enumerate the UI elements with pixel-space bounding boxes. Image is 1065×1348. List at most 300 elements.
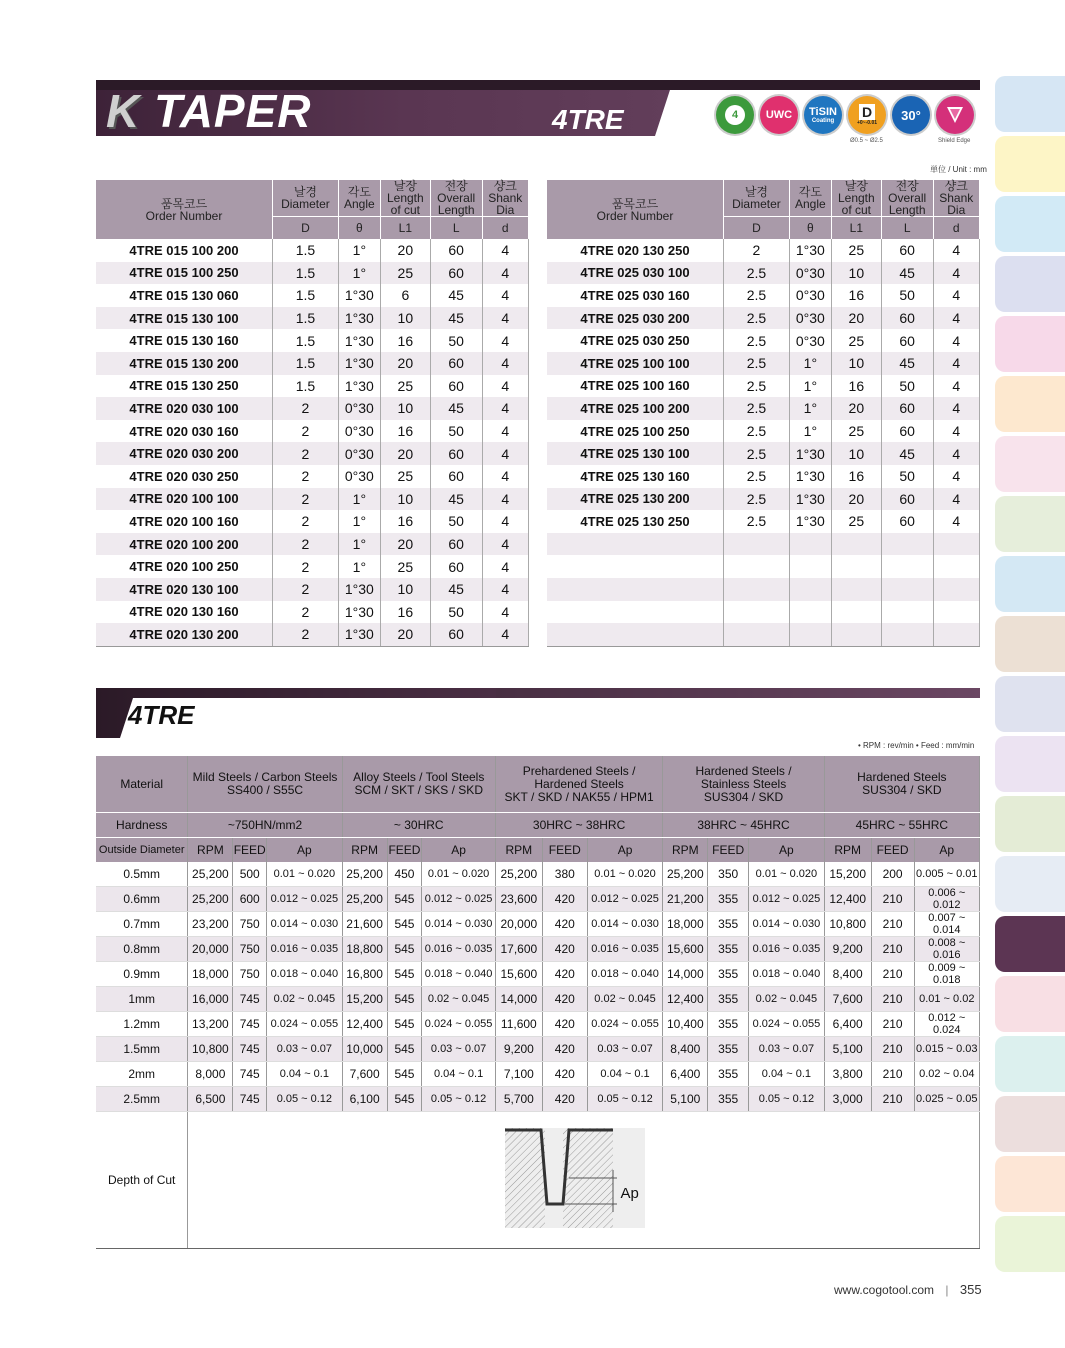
loc-header — [380, 180, 430, 217]
spec-value: 2.5 — [724, 397, 790, 420]
spec-value: 2 — [273, 533, 339, 556]
spec-value — [789, 533, 831, 556]
spec-row — [547, 420, 980, 443]
cutting-value: 25,200 — [342, 862, 387, 887]
spec-value — [789, 578, 831, 601]
spec-value: 0°30 — [789, 329, 831, 352]
order-number: 4TRE 025 130 100 — [547, 442, 724, 465]
spec-value: 1° — [338, 533, 380, 556]
spec-value: 4 — [482, 442, 528, 465]
spec-value: 4 — [933, 239, 979, 262]
outside-diameter: 0.7mm — [96, 912, 188, 937]
spec-value: 4 — [482, 555, 528, 578]
cutting-value: 745 — [233, 1037, 267, 1062]
material-line: SS400 / S55C — [227, 783, 304, 797]
k-letter: K — [106, 85, 141, 137]
spec-header-row — [547, 180, 980, 217]
spec-value: 1°30 — [338, 578, 380, 601]
feed-header: FEED — [542, 838, 587, 863]
spec-value: 2.5 — [724, 352, 790, 375]
order-number: 4TRE 015 130 100 — [96, 307, 273, 330]
rpm-header: RPM — [342, 838, 387, 863]
spec-value: 2 — [724, 239, 790, 262]
cutting-value: 18,800 — [342, 937, 387, 962]
side-tab[interactable] — [995, 76, 1065, 132]
cutting-value: 0.009 ~ 0.018 — [914, 962, 979, 987]
spec-row — [547, 601, 980, 624]
cutting-value: 380 — [542, 862, 587, 887]
cutting-value: 0.005 ~ 0.01 — [914, 862, 979, 887]
spec-value: 50 — [881, 284, 933, 307]
material-line: Alloy Steels / Tool Steels — [353, 770, 485, 784]
cutting-value: 0.018 ~ 0.040 — [267, 962, 343, 987]
loc-header-line: of cut — [390, 203, 421, 217]
spec-value: 1°30 — [789, 488, 831, 511]
spec-value: 50 — [430, 601, 482, 624]
spec-value: 50 — [881, 465, 933, 488]
spec-value: 45 — [430, 284, 482, 307]
cutting-value: 16,800 — [342, 962, 387, 987]
spec-value: 60 — [881, 397, 933, 420]
oal-header-line: 전장 — [895, 179, 919, 193]
spec-value: 1.5 — [273, 307, 339, 330]
oal-header — [430, 180, 482, 217]
angle-header — [338, 180, 380, 217]
column-header-row — [96, 838, 980, 863]
spec-value: 20 — [380, 239, 430, 262]
spec-value: 2 — [273, 465, 339, 488]
diameter-range: Ø0.5 ~ Ø2.5 — [850, 138, 883, 144]
spec-value — [724, 601, 790, 624]
helix-label: 30° — [901, 107, 921, 123]
ap-diagram-label: Ap — [620, 1185, 639, 1202]
spec-value: 1° — [338, 239, 380, 262]
spec-value: 0°30 — [338, 420, 380, 443]
cutting-value: 7,600 — [342, 1062, 387, 1087]
order-number: 4TRE 025 130 250 — [547, 510, 724, 533]
symbol-header: L1 — [380, 217, 430, 240]
order-number: 4TRE 015 100 250 — [96, 262, 273, 285]
cutting-value: 25,200 — [188, 862, 233, 887]
symbol-header: θ — [338, 217, 380, 240]
material-label: Material — [96, 756, 188, 813]
spec-value — [881, 533, 933, 556]
cutting-value: 0.006 ~ 0.012 — [914, 887, 979, 912]
spec-value: 2 — [273, 420, 339, 443]
order-number: 4TRE 020 130 200 — [96, 623, 273, 646]
cutting-value: 0.02 ~ 0.04 — [914, 1062, 979, 1087]
side-tab[interactable] — [995, 1036, 1065, 1092]
spec-value: 20 — [380, 533, 430, 556]
spec-value — [831, 555, 881, 578]
material-header — [342, 756, 495, 813]
spec-value: 60 — [430, 442, 482, 465]
cutting-conditions-table — [96, 756, 980, 1249]
material-line: Hardened Steels / — [695, 763, 792, 778]
spec-row — [547, 284, 980, 307]
spec-value — [789, 601, 831, 624]
spec-value: 1° — [338, 488, 380, 511]
cutting-row — [96, 912, 980, 937]
order-number: 4TRE 020 100 160 — [96, 510, 273, 533]
cutting-value: 8,400 — [824, 962, 871, 987]
spec-value: 60 — [430, 533, 482, 556]
side-tab[interactable] — [995, 436, 1065, 492]
cutting-value: 5,700 — [495, 1087, 542, 1112]
side-tab[interactable] — [995, 976, 1065, 1032]
cutting-value: 355 — [708, 962, 749, 987]
side-tab[interactable] — [995, 616, 1065, 672]
order-number — [547, 533, 724, 556]
spec-row — [547, 533, 980, 556]
cutting-value: 15,600 — [495, 962, 542, 987]
spec-value: 4 — [482, 601, 528, 624]
spec-value: 0°30 — [789, 262, 831, 285]
spec-row — [96, 488, 529, 511]
cutting-value: 420 — [542, 987, 587, 1012]
cutting-value: 21,600 — [342, 912, 387, 937]
spec-value — [933, 578, 979, 601]
cutting-value: 0.014 ~ 0.030 — [267, 912, 343, 937]
spec-value: 2 — [273, 623, 339, 646]
cutting-value: 12,400 — [342, 1012, 387, 1037]
order-number: 4TRE 020 030 160 — [96, 420, 273, 443]
shield-edge-label: Shield Edge — [938, 138, 971, 144]
cutting-value: 3,000 — [824, 1087, 871, 1112]
ap-header: Ap — [422, 838, 496, 863]
ap-header: Ap — [267, 838, 343, 863]
spec-row — [96, 533, 529, 556]
spec-value — [789, 555, 831, 578]
cutting-value: 6,400 — [824, 1012, 871, 1037]
spec-value: 2 — [273, 555, 339, 578]
cutting-value: 545 — [387, 1087, 422, 1112]
spec-value — [881, 601, 933, 624]
coating-label: Coating — [811, 118, 835, 124]
feed-header: FEED — [708, 838, 749, 863]
cutting-value: 750 — [233, 912, 267, 937]
cutting-value: 545 — [387, 1012, 422, 1037]
cutting-value: 0.014 ~ 0.030 — [587, 912, 663, 937]
spec-value: 45 — [430, 578, 482, 601]
spec-value: 1.5 — [273, 375, 339, 398]
spec-value: 60 — [430, 375, 482, 398]
cutting-value: 25,200 — [188, 887, 233, 912]
spec-row — [547, 623, 980, 646]
spec-value: 10 — [380, 307, 430, 330]
spec-value: 16 — [380, 420, 430, 443]
cutting-value: 18,000 — [188, 962, 233, 987]
spec-value: 60 — [430, 239, 482, 262]
spec-value: 4 — [482, 578, 528, 601]
cutting-value: 0.014 ~ 0.030 — [749, 912, 825, 937]
spec-value: 4 — [933, 284, 979, 307]
symbol-header: θ — [789, 217, 831, 240]
cutting-value: 0.018 ~ 0.040 — [422, 962, 496, 987]
depth-of-cut-label: Depth of Cut — [96, 1112, 188, 1249]
flute-count-icon — [716, 96, 754, 134]
side-tab[interactable] — [995, 136, 1065, 192]
spec-value: 20 — [380, 442, 430, 465]
cutting-value: 0.02 ~ 0.045 — [749, 987, 825, 1012]
side-tab[interactable] — [995, 1216, 1065, 1272]
spec-value: 1° — [789, 375, 831, 398]
spec-value: 4 — [482, 239, 528, 262]
spec-value — [881, 623, 933, 646]
spec-value: 2 — [273, 578, 339, 601]
cutting-value: 0.05 ~ 0.12 — [422, 1087, 496, 1112]
material-line: SUS304 / SKD — [703, 789, 784, 804]
cutting-row — [96, 862, 980, 887]
oal-header — [881, 180, 933, 217]
outside-diameter: 0.8mm — [96, 937, 188, 962]
hardness-value: 45HRC ~ 55HRC — [824, 813, 979, 838]
cutting-row — [96, 987, 980, 1012]
spec-value: 25 — [380, 555, 430, 578]
cutting-value: 745 — [233, 1087, 267, 1112]
cutting-value: 0.02 ~ 0.045 — [267, 987, 343, 1012]
cutting-value: 420 — [542, 1062, 587, 1087]
spec-value: 10 — [831, 352, 881, 375]
footer — [834, 1282, 982, 1297]
side-tab[interactable] — [995, 316, 1065, 372]
spec-value: 1° — [789, 397, 831, 420]
symbol-header: D — [273, 217, 339, 240]
spec-value: 2 — [273, 601, 339, 624]
material-line: Mild Steels / Carbon Steels — [192, 770, 338, 784]
spec-value — [933, 601, 979, 624]
spec-table-left — [96, 180, 529, 647]
spec-value: 60 — [430, 623, 482, 646]
cutting-value: 0.018 ~ 0.040 — [749, 962, 825, 987]
footer-url[interactable]: www.cogotool.com — [834, 1283, 935, 1297]
side-tab[interactable] — [995, 556, 1065, 612]
side-tab[interactable] — [995, 676, 1065, 732]
hardness-value: ~ 30HRC — [342, 813, 495, 838]
series-name: 4TRE — [552, 104, 624, 135]
shank-header — [933, 180, 979, 217]
spec-value: 25 — [831, 420, 881, 443]
spec-value: 25 — [380, 262, 430, 285]
spec-value: 25 — [380, 465, 430, 488]
cutting-value: 210 — [871, 1062, 914, 1087]
side-tab[interactable] — [995, 376, 1065, 432]
spec-value — [724, 578, 790, 601]
spec-value — [831, 623, 881, 646]
cutting-value: 6,100 — [342, 1087, 387, 1112]
spec-value: 1°30 — [338, 623, 380, 646]
spec-row — [96, 239, 529, 262]
spec-row — [96, 420, 529, 443]
tolerance-d-label: D — [859, 104, 875, 120]
spec-row — [96, 352, 529, 375]
hardness-row — [96, 813, 980, 838]
spec-value: 60 — [881, 510, 933, 533]
spec-value: 60 — [430, 262, 482, 285]
side-tab[interactable] — [995, 256, 1065, 312]
spec-value: 4 — [482, 352, 528, 375]
angle-header — [789, 180, 831, 217]
cutting-value: 9,200 — [495, 1037, 542, 1062]
order-en: Order Number — [596, 208, 674, 223]
side-tab[interactable] — [995, 796, 1065, 852]
tisin-coating-icon — [804, 96, 842, 134]
shank-header-line: 샹크 — [944, 179, 968, 193]
unit-label: 単位 / Unit : mm — [930, 165, 987, 174]
spec-value: 16 — [380, 329, 430, 352]
order-number: 4TRE 020 100 100 — [96, 488, 273, 511]
cutting-value: 6,500 — [188, 1087, 233, 1112]
order-number: 4TRE 025 130 200 — [547, 488, 724, 511]
spec-value: 4 — [933, 510, 979, 533]
spec-value — [724, 533, 790, 556]
flute-count-label: 4 — [725, 105, 745, 125]
spec-value: 1°30 — [789, 442, 831, 465]
side-tab[interactable] — [995, 736, 1065, 792]
cutting-value: 10,400 — [663, 1012, 708, 1037]
spec-value: 20 — [831, 307, 881, 330]
loc-header-line: 날장 — [844, 179, 868, 193]
oal-header-line: Length — [437, 203, 475, 217]
cutting-value: 17,600 — [495, 937, 542, 962]
spec-value: 1° — [789, 420, 831, 443]
cutting-value: 420 — [542, 1037, 587, 1062]
cutting-value: 5,100 — [824, 1037, 871, 1062]
cutting-value: 545 — [387, 962, 422, 987]
cutting-value: 355 — [708, 937, 749, 962]
spec-row — [547, 488, 980, 511]
cutting-value: 355 — [708, 987, 749, 1012]
cutting-value: 745 — [233, 1062, 267, 1087]
cutting-value: 210 — [871, 887, 914, 912]
cutting-value: 210 — [871, 987, 914, 1012]
side-tab[interactable] — [995, 1096, 1065, 1152]
outside-diameter: 0.9mm — [96, 962, 188, 987]
spec-value: 4 — [933, 488, 979, 511]
spec-row — [547, 442, 980, 465]
shank-header — [482, 180, 528, 217]
cutting-value: 10,800 — [824, 912, 871, 937]
order-number: 4TRE 020 130 160 — [96, 601, 273, 624]
cutting-value: 210 — [871, 912, 914, 937]
spec-value: 45 — [430, 397, 482, 420]
angle-header-line: Angle — [344, 197, 375, 211]
spec-row — [96, 578, 529, 601]
material-line: SKT / SKD / NAK55 / HPM1 — [504, 789, 654, 804]
side-tab[interactable] — [995, 1156, 1065, 1212]
order-number — [547, 578, 724, 601]
spec-value: 4 — [933, 329, 979, 352]
cutting-value: 7,100 — [495, 1062, 542, 1087]
spec-value: 2.5 — [724, 442, 790, 465]
cutting-value: 7,600 — [824, 987, 871, 1012]
spec-value: 0°30 — [338, 397, 380, 420]
cutting-value: 0.024 ~ 0.055 — [587, 1012, 663, 1037]
spec-value — [831, 533, 881, 556]
order-number: 4TRE 015 130 250 — [96, 375, 273, 398]
order-number: 4TRE 025 030 160 — [547, 284, 724, 307]
rpm-header: RPM — [495, 838, 542, 863]
cutting-value: 0.04 ~ 0.1 — [749, 1062, 825, 1087]
spec-row — [547, 397, 980, 420]
spec-value: 1°30 — [338, 352, 380, 375]
spec-value: 60 — [430, 555, 482, 578]
spec-value: 2.5 — [724, 420, 790, 443]
spec-value: 1°30 — [338, 601, 380, 624]
spec-value: 2.5 — [724, 262, 790, 285]
cutting-value: 0.03 ~ 0.07 — [749, 1037, 825, 1062]
spec-row — [547, 510, 980, 533]
order-en: Order Number — [145, 208, 223, 223]
side-tab[interactable] — [995, 496, 1065, 552]
spec-value: 16 — [831, 375, 881, 398]
ap-header: Ap — [914, 838, 979, 863]
spec-row — [547, 555, 980, 578]
spec-value: 1.5 — [273, 329, 339, 352]
spec-value: 45 — [430, 488, 482, 511]
spec-value — [724, 555, 790, 578]
cutting-value: 25,200 — [342, 887, 387, 912]
side-tab[interactable] — [995, 196, 1065, 252]
cutting-value: 210 — [871, 1012, 914, 1037]
spec-value: 60 — [430, 465, 482, 488]
side-tab[interactable] — [995, 856, 1065, 912]
cutting-value: 210 — [871, 962, 914, 987]
cutting-value: 210 — [871, 937, 914, 962]
material-line: SUS304 / SKD — [862, 783, 942, 797]
spec-value: 25 — [831, 239, 881, 262]
cutting-value: 0.05 ~ 0.12 — [267, 1087, 343, 1112]
cutting-value: 21,200 — [663, 887, 708, 912]
footer-separator: | — [945, 1283, 949, 1297]
spec-value: 16 — [831, 284, 881, 307]
cutting-value: 15,600 — [663, 937, 708, 962]
outside-diameter: 2mm — [96, 1062, 188, 1087]
spec-value: 60 — [881, 307, 933, 330]
oal-header-line: Overall — [888, 191, 927, 205]
symbol-header: D — [724, 217, 790, 240]
cutting-value: 0.03 ~ 0.07 — [422, 1037, 496, 1062]
cutting-value: 545 — [387, 937, 422, 962]
hardness-value: 38HRC ~ 45HRC — [663, 813, 824, 838]
loc-header-line: Length — [837, 191, 875, 205]
side-tab[interactable] — [995, 916, 1065, 972]
cutting-value: 0.03 ~ 0.07 — [587, 1037, 663, 1062]
section-cutout — [160, 698, 573, 738]
cutting-value: 0.018 ~ 0.040 — [587, 962, 663, 987]
cutting-value: 12,400 — [663, 987, 708, 1012]
cutting-value: 500 — [233, 862, 267, 887]
cutting-value: 200 — [871, 862, 914, 887]
angle-header-line: 각도 — [347, 185, 371, 199]
feed-header: FEED — [387, 838, 422, 863]
loc-header — [831, 180, 881, 217]
spec-row — [96, 307, 529, 330]
cutting-row — [96, 887, 980, 912]
order-number: 4TRE 015 130 200 — [96, 352, 273, 375]
spec-value: 0°30 — [789, 284, 831, 307]
cutting-value: 25,200 — [495, 862, 542, 887]
material-line: Hardened Steels — [534, 776, 624, 791]
spec-value: 4 — [482, 533, 528, 556]
spec-value: 4 — [933, 420, 979, 443]
ap-header: Ap — [587, 838, 663, 863]
cutting-value: 0.04 ~ 0.1 — [422, 1062, 496, 1087]
feed-header: FEED — [871, 838, 914, 863]
spec-value — [881, 578, 933, 601]
tolerance-value: +0~-0.01 — [856, 120, 878, 126]
order-number: 4TRE 020 030 250 — [96, 465, 273, 488]
